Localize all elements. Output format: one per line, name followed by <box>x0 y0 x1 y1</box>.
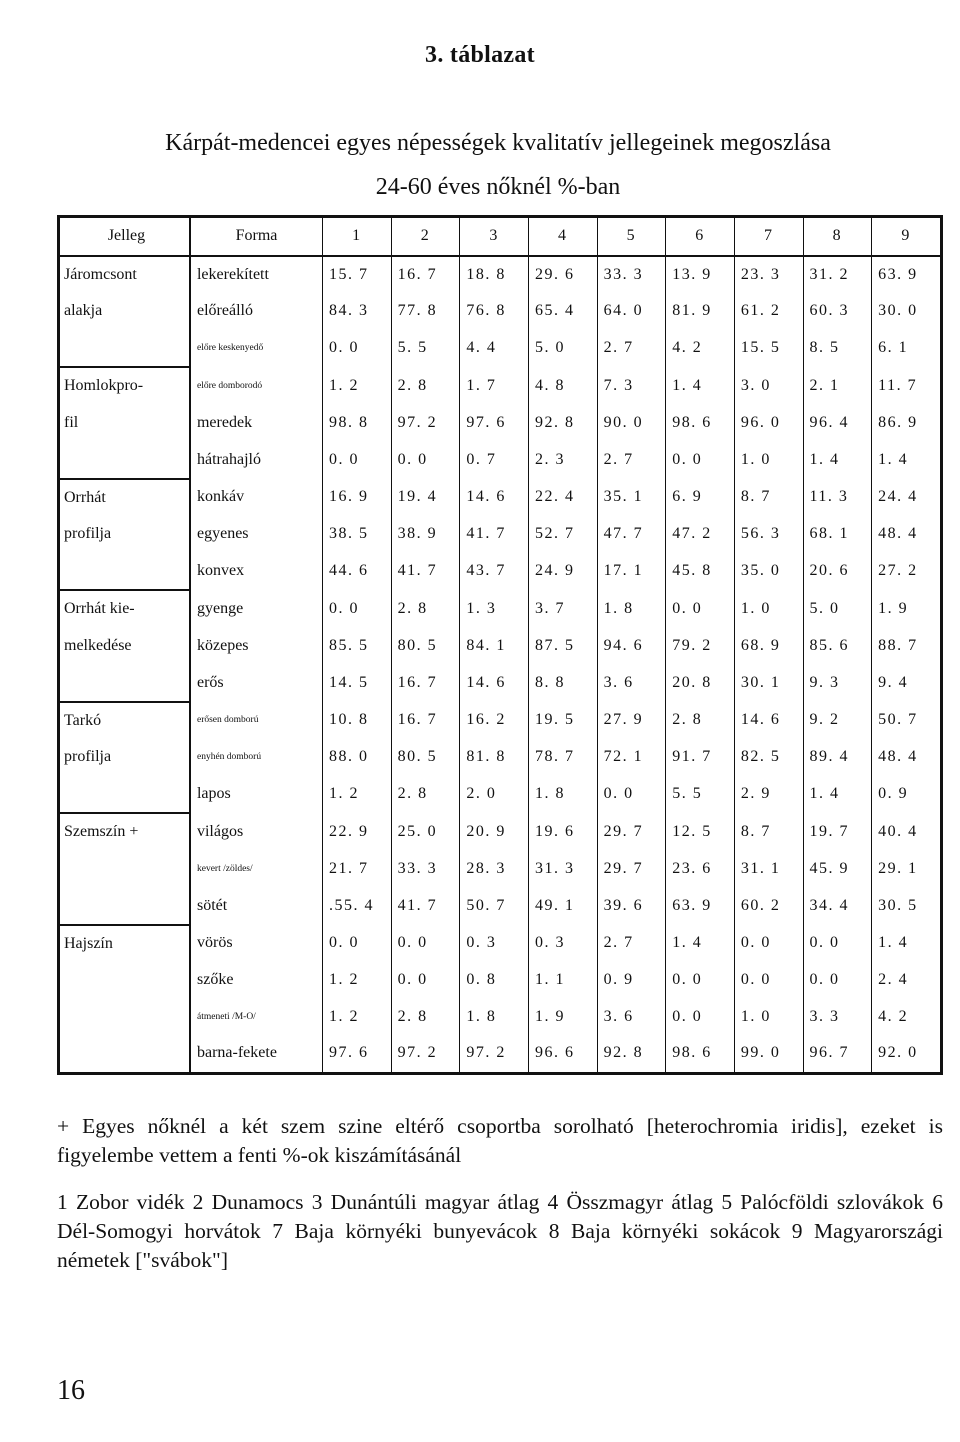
cell-forma: egyenes <box>190 516 323 553</box>
cell-value-col-9: 48. 4 <box>878 748 918 766</box>
cell-jelleg: Járomcsont <box>59 256 190 294</box>
cell-value-col-9: 9. 4 <box>878 673 909 691</box>
cell-forma: előreálló <box>190 293 323 330</box>
cell-jelleg <box>59 553 190 591</box>
table-row <box>59 925 942 963</box>
population-legend: 1 Zobor vidék 2 Dunamocs 3 Dunántúli magyar átlag 4 Összmagyr átlag 5 Palócföldi szlovákok 6 Dél-Somogyi horvátok 7 Baja környéki bunyevácok 8 Baja környéki sokácok 9 Magyarországi németek ["svábok"] <box>57 1190 943 1272</box>
cell-value-col-7: 3. 0 <box>734 367 803 405</box>
cell-value-col-4: 31. 3 <box>528 851 597 888</box>
cell-value-col-6: 6. 9 <box>666 479 735 517</box>
cell-value-col-2: 41. 7 <box>391 887 460 925</box>
cell-value-col-1: 16. 9 <box>323 479 392 517</box>
cell-value-col-5: 90. 0 <box>597 405 666 442</box>
cell-jelleg: profilja <box>59 516 190 553</box>
header-col-1: 1 <box>323 217 392 256</box>
cell-value-col-8: 45. 9 <box>803 851 872 888</box>
header-jelleg: Jelleg <box>59 217 190 256</box>
table-row <box>59 516 942 553</box>
cell-value-col-9: 63. 9 <box>878 265 918 283</box>
cell-jelleg <box>59 441 190 479</box>
cell-value-col-9: 4. 2 <box>878 1007 909 1025</box>
cell-value-col-4: 4. 8 <box>528 367 597 405</box>
table-row <box>59 702 942 740</box>
cell-value-col-8: 20. 6 <box>803 553 872 591</box>
cell-value-col-4: 65. 4 <box>528 293 597 330</box>
cell-value-col-2: 16. 7 <box>391 664 460 702</box>
cell-value-col-5: 92. 8 <box>597 1035 666 1073</box>
cell-value-col-8: 68. 1 <box>803 516 872 553</box>
cell-value-col-6: 20. 8 <box>666 664 735 702</box>
cell-value-col-1: 0. 0 <box>323 441 392 479</box>
cell-value-col-6: 0. 0 <box>666 999 735 1036</box>
cell-value-col-3: 14. 6 <box>460 664 529 702</box>
cell-value-col-9: 27. 2 <box>878 562 918 580</box>
table-row <box>59 999 942 1036</box>
cell-value-col-3: 41. 7 <box>460 516 529 553</box>
cell-value-col-7: 23. 3 <box>734 256 803 294</box>
cell-value-col-8: 9. 2 <box>803 702 872 740</box>
cell-value-col-6: 98. 6 <box>666 1035 735 1073</box>
cell-value-col-7: 0. 0 <box>734 962 803 999</box>
cell-value-col-5: 39. 6 <box>597 887 666 925</box>
cell-value-col-6: 81. 9 <box>666 293 735 330</box>
cell-jelleg: melkedése <box>59 628 190 665</box>
cell-value-col-2: 2. 8 <box>391 590 460 628</box>
cell-value-col-1: 85. 5 <box>323 628 392 665</box>
cell-value-col-7: 14. 6 <box>734 702 803 740</box>
cell-value-col-5: 72. 1 <box>597 739 666 776</box>
cell-value-col-2: 77. 8 <box>391 293 460 330</box>
cell-value-col-5: 29. 7 <box>597 851 666 888</box>
cell-value-col-2: 80. 5 <box>391 628 460 665</box>
cell-value-col-3: 43. 7 <box>460 553 529 591</box>
table-row <box>59 851 942 888</box>
cell-jelleg: Orrhát <box>59 479 190 517</box>
cell-value-col-5: 0. 9 <box>597 962 666 999</box>
cell-value-col-4: 96. 6 <box>528 1035 597 1073</box>
cell-value-col-8: 89. 4 <box>803 739 872 776</box>
header-col-6: 6 <box>666 217 735 256</box>
cell-value-col-9: 0. 9 <box>878 785 909 803</box>
table-row <box>59 479 942 517</box>
table-row <box>59 441 942 479</box>
table-row <box>59 887 942 925</box>
cell-jelleg <box>59 887 190 925</box>
cell-value-col-5: 7. 3 <box>597 367 666 405</box>
cell-jelleg <box>59 962 190 999</box>
cell-value-col-6: 0. 0 <box>666 590 735 628</box>
cell-value-col-3: 97. 2 <box>460 1035 529 1073</box>
cell-value-col-3: 28. 3 <box>460 851 529 888</box>
cell-value-col-8: 1. 4 <box>803 776 872 814</box>
cell-value-col-1: 0. 0 <box>323 925 392 963</box>
table-row <box>59 1035 942 1073</box>
cell-value-col-2: 16. 7 <box>391 702 460 740</box>
cell-jelleg <box>59 999 190 1036</box>
cell-value-col-5: 33. 3 <box>597 256 666 294</box>
cell-value-col-4: 1. 9 <box>528 999 597 1036</box>
cell-value-col-2: 5. 5 <box>391 330 460 368</box>
cell-value-col-4: 0. 3 <box>528 925 597 963</box>
cell-value-col-8: 31. 2 <box>803 256 872 294</box>
cell-value-col-3: 1. 7 <box>460 367 529 405</box>
cell-value-col-9: 1. 4 <box>878 450 909 468</box>
cell-forma: előre keskenyedő <box>190 330 323 368</box>
cell-jelleg: fil <box>59 405 190 442</box>
cell-value-col-4: 92. 8 <box>528 405 597 442</box>
cell-value-col-3: 20. 9 <box>460 813 529 851</box>
cell-value-col-2: 0. 0 <box>391 925 460 963</box>
cell-value-col-7: 8. 7 <box>734 813 803 851</box>
cell-value-col-8: 11. 3 <box>803 479 872 517</box>
cell-value-col-3: 84. 1 <box>460 628 529 665</box>
cell-jelleg: Tarkó <box>59 702 190 740</box>
table-row <box>59 405 942 442</box>
cell-forma: lekerekített <box>190 256 323 294</box>
cell-value-col-7: 1. 0 <box>734 441 803 479</box>
cell-value-col-7: 1. 0 <box>734 590 803 628</box>
cell-value-col-8: 5. 0 <box>803 590 872 628</box>
cell-value-col-6: 0. 0 <box>666 962 735 999</box>
cell-value-col-3: 0. 8 <box>460 962 529 999</box>
cell-forma: meredek <box>190 405 323 442</box>
cell-value-col-2: 16. 7 <box>391 256 460 294</box>
cell-value-col-9: 48. 4 <box>878 525 918 543</box>
cell-value-col-3: 1. 8 <box>460 999 529 1036</box>
cell-value-col-8: 8. 5 <box>803 330 872 368</box>
cell-value-col-7: 99. 0 <box>734 1035 803 1073</box>
table-title: 3. táblazat <box>425 42 535 68</box>
cell-jelleg: profilja <box>59 739 190 776</box>
cell-value-col-7: 8. 7 <box>734 479 803 517</box>
cell-value-col-5: 27. 9 <box>597 702 666 740</box>
table-row <box>59 962 942 999</box>
cell-value-col-3: 0. 7 <box>460 441 529 479</box>
cell-value-col-8: 3. 3 <box>803 999 872 1036</box>
header-col-7: 7 <box>734 217 803 256</box>
header-col-3: 3 <box>460 217 529 256</box>
cell-jelleg: Szemszín + <box>59 813 190 851</box>
cell-value-col-9: 11. 7 <box>878 376 918 394</box>
cell-value-col-9: 30. 5 <box>878 896 918 914</box>
cell-value-col-7: 56. 3 <box>734 516 803 553</box>
cell-value-col-9: 40. 4 <box>878 822 918 840</box>
cell-value-col-2: 25. 0 <box>391 813 460 851</box>
cell-jelleg: Hajszín <box>59 925 190 963</box>
cell-value-col-9: 1. 4 <box>878 934 909 952</box>
cell-value-col-3: 0. 3 <box>460 925 529 963</box>
cell-value-col-6: 2. 8 <box>666 702 735 740</box>
header-col-5: 5 <box>597 217 666 256</box>
cell-value-col-3: 14. 6 <box>460 479 529 517</box>
cell-value-col-1: 44. 6 <box>323 553 392 591</box>
cell-forma: enyhén domború <box>190 739 323 776</box>
cell-value-col-8: 2. 1 <box>803 367 872 405</box>
table-row <box>59 367 942 405</box>
cell-value-col-4: 22. 4 <box>528 479 597 517</box>
cell-forma: erős <box>190 664 323 702</box>
cell-value-col-1: 98. 8 <box>323 405 392 442</box>
cell-forma: konvex <box>190 553 323 591</box>
cell-value-col-2: 19. 4 <box>391 479 460 517</box>
cell-value-col-8: 9. 3 <box>803 664 872 702</box>
cell-forma: sötét <box>190 887 323 925</box>
cell-value-col-7: 0. 0 <box>734 925 803 963</box>
cell-value-col-3: 16. 2 <box>460 702 529 740</box>
cell-value-col-2: 0. 0 <box>391 441 460 479</box>
cell-forma: kevert /zöldes/ <box>190 851 323 888</box>
cell-value-col-4: 78. 7 <box>528 739 597 776</box>
cell-value-col-2: 2. 8 <box>391 776 460 814</box>
cell-forma: konkáv <box>190 479 323 517</box>
cell-value-col-6: 45. 8 <box>666 553 735 591</box>
cell-value-col-3: 18. 8 <box>460 256 529 294</box>
cell-forma: előre domborodó <box>190 367 323 405</box>
cell-value-col-9: 50. 7 <box>878 711 918 729</box>
table-row <box>59 628 942 665</box>
cell-value-col-6: 63. 9 <box>666 887 735 925</box>
cell-forma: közepes <box>190 628 323 665</box>
table-row <box>59 739 942 776</box>
cell-value-col-4: 2. 3 <box>528 441 597 479</box>
cell-value-col-5: 3. 6 <box>597 999 666 1036</box>
cell-forma: szőke <box>190 962 323 999</box>
cell-value-col-1: 1. 2 <box>323 776 392 814</box>
header-col-9: 9 <box>872 217 942 256</box>
cell-value-col-9: 29. 1 <box>878 859 918 877</box>
cell-value-col-2: 33. 3 <box>391 851 460 888</box>
cell-value-col-6: 4. 2 <box>666 330 735 368</box>
cell-value-col-4: 52. 7 <box>528 516 597 553</box>
cell-value-col-8: 1. 4 <box>803 441 872 479</box>
cell-value-col-8: 96. 7 <box>803 1035 872 1073</box>
cell-value-col-2: 2. 8 <box>391 999 460 1036</box>
cell-value-col-9: 88. 7 <box>878 636 918 654</box>
page-number: 16 <box>57 1375 85 1406</box>
cell-value-col-1: 97. 6 <box>323 1035 392 1073</box>
cell-value-col-1: 0. 0 <box>323 330 392 368</box>
cell-value-col-1: 88. 0 <box>323 739 392 776</box>
cell-value-col-9: 30. 0 <box>878 302 918 320</box>
cell-value-col-3: 4. 4 <box>460 330 529 368</box>
cell-value-col-6: 1. 4 <box>666 367 735 405</box>
cell-value-col-4: 5. 0 <box>528 330 597 368</box>
cell-jelleg <box>59 330 190 368</box>
cell-value-col-6: 47. 2 <box>666 516 735 553</box>
cell-value-col-4: 1. 1 <box>528 962 597 999</box>
cell-jelleg: Orrhát kie- <box>59 590 190 628</box>
cell-forma: hátrahajló <box>190 441 323 479</box>
table-row <box>59 664 942 702</box>
cell-value-col-2: 97. 2 <box>391 405 460 442</box>
cell-value-col-1: 1. 2 <box>323 962 392 999</box>
cell-forma: vörös <box>190 925 323 963</box>
cell-value-col-6: 23. 6 <box>666 851 735 888</box>
cell-value-col-1: 0. 0 <box>323 590 392 628</box>
cell-value-col-1: 21. 7 <box>323 851 392 888</box>
cell-jelleg <box>59 851 190 888</box>
cell-value-col-6: 79. 2 <box>666 628 735 665</box>
cell-value-col-9: 1. 9 <box>878 599 909 617</box>
cell-value-col-9: 6. 1 <box>878 339 909 357</box>
cell-value-col-7: 30. 1 <box>734 664 803 702</box>
cell-value-col-6: 12. 5 <box>666 813 735 851</box>
cell-value-col-5: 94. 6 <box>597 628 666 665</box>
cell-forma: világos <box>190 813 323 851</box>
cell-jelleg <box>59 1035 190 1073</box>
cell-value-col-5: 2. 7 <box>597 330 666 368</box>
cell-forma: átmeneti /M-O/ <box>190 999 323 1036</box>
table-row <box>59 256 942 294</box>
header-forma: Forma <box>190 217 323 256</box>
cell-value-col-7: 35. 0 <box>734 553 803 591</box>
cell-value-col-4: 8. 8 <box>528 664 597 702</box>
cell-value-col-1: 1. 2 <box>323 999 392 1036</box>
cell-value-col-4: 49. 1 <box>528 887 597 925</box>
table-row <box>59 813 942 851</box>
cell-value-col-1: 22. 9 <box>323 813 392 851</box>
table-row <box>59 330 942 368</box>
cell-value-col-8: 34. 4 <box>803 887 872 925</box>
cell-value-col-5: 0. 0 <box>597 776 666 814</box>
cell-value-col-5: 1. 8 <box>597 590 666 628</box>
cell-value-col-2: 80. 5 <box>391 739 460 776</box>
header-col-8: 8 <box>803 217 872 256</box>
cell-value-col-3: 1. 3 <box>460 590 529 628</box>
cell-value-col-1: 1. 2 <box>323 367 392 405</box>
cell-value-col-6: 1. 4 <box>666 925 735 963</box>
cell-value-col-4: 1. 8 <box>528 776 597 814</box>
cell-value-col-4: 29. 6 <box>528 256 597 294</box>
cell-value-col-3: 2. 0 <box>460 776 529 814</box>
cell-value-col-7: 15. 5 <box>734 330 803 368</box>
cell-value-col-5: 17. 1 <box>597 553 666 591</box>
cell-value-col-2: 38. 9 <box>391 516 460 553</box>
cell-value-col-9: 2. 4 <box>878 971 909 989</box>
cell-jelleg: alakja <box>59 293 190 330</box>
cell-value-col-5: 2. 7 <box>597 925 666 963</box>
cell-value-col-1: 15. 7 <box>323 256 392 294</box>
cell-forma: erősen domború <box>190 702 323 740</box>
cell-value-col-5: 29. 7 <box>597 813 666 851</box>
cell-value-col-6: 0. 0 <box>666 441 735 479</box>
cell-value-col-1: .55. 4 <box>323 887 392 925</box>
table-header-row <box>59 217 942 256</box>
cell-value-col-2: 97. 2 <box>391 1035 460 1073</box>
cell-value-col-6: 5. 5 <box>666 776 735 814</box>
table-subtitle-line2: 24-60 éves nőknél %-ban <box>375 174 621 200</box>
table-row <box>59 590 942 628</box>
header-col-4: 4 <box>528 217 597 256</box>
cell-forma: barna-fekete <box>190 1035 323 1073</box>
heterochromia-note: + Egyes nőknél a két szem szine eltérő csoportba sorolható [heterochromia iridis], ezeket is figyelembe vettem a fenti %-ok kiszámításánál <box>57 1114 943 1167</box>
cell-value-col-4: 3. 7 <box>528 590 597 628</box>
cell-value-col-5: 2. 7 <box>597 441 666 479</box>
cell-forma: lapos <box>190 776 323 814</box>
cell-value-col-8: 85. 6 <box>803 628 872 665</box>
cell-value-col-7: 60. 2 <box>734 887 803 925</box>
cell-value-col-1: 38. 5 <box>323 516 392 553</box>
cell-value-col-2: 0. 0 <box>391 962 460 999</box>
table-row <box>59 553 942 591</box>
cell-value-col-5: 47. 7 <box>597 516 666 553</box>
table-subtitle-line1: Kárpát-medencei egyes népességek kvalitatív jellegeinek megoszlása <box>165 130 831 156</box>
cell-value-col-4: 24. 9 <box>528 553 597 591</box>
cell-value-col-7: 2. 9 <box>734 776 803 814</box>
cell-value-col-9: 24. 4 <box>878 488 918 506</box>
cell-value-col-8: 19. 7 <box>803 813 872 851</box>
cell-value-col-9: 86. 9 <box>878 413 918 431</box>
table-row <box>59 776 942 814</box>
cell-value-col-7: 82. 5 <box>734 739 803 776</box>
cell-value-col-8: 60. 3 <box>803 293 872 330</box>
table-row <box>59 293 942 330</box>
cell-value-col-7: 31. 1 <box>734 851 803 888</box>
cell-value-col-2: 41. 7 <box>391 553 460 591</box>
cell-value-col-5: 35. 1 <box>597 479 666 517</box>
cell-value-col-9: 92. 0 <box>878 1044 918 1062</box>
cell-value-col-6: 91. 7 <box>666 739 735 776</box>
cell-value-col-7: 68. 9 <box>734 628 803 665</box>
cell-value-col-7: 96. 0 <box>734 405 803 442</box>
cell-value-col-5: 3. 6 <box>597 664 666 702</box>
cell-value-col-3: 76. 8 <box>460 293 529 330</box>
cell-value-col-8: 96. 4 <box>803 405 872 442</box>
cell-value-col-3: 97. 6 <box>460 405 529 442</box>
cell-value-col-4: 19. 5 <box>528 702 597 740</box>
cell-value-col-8: 0. 0 <box>803 962 872 999</box>
cell-value-col-7: 61. 2 <box>734 293 803 330</box>
cell-jelleg <box>59 776 190 814</box>
cell-value-col-1: 14. 5 <box>323 664 392 702</box>
cell-jelleg <box>59 664 190 702</box>
header-col-2: 2 <box>391 217 460 256</box>
cell-value-col-7: 1. 0 <box>734 999 803 1036</box>
cell-value-col-8: 0. 0 <box>803 925 872 963</box>
cell-value-col-5: 64. 0 <box>597 293 666 330</box>
cell-value-col-6: 98. 6 <box>666 405 735 442</box>
cell-jelleg: Homlokpro- <box>59 367 190 405</box>
cell-value-col-1: 84. 3 <box>323 293 392 330</box>
cell-value-col-1: 10. 8 <box>323 702 392 740</box>
cell-value-col-3: 81. 8 <box>460 739 529 776</box>
cell-value-col-4: 19. 6 <box>528 813 597 851</box>
cell-value-col-6: 13. 9 <box>666 256 735 294</box>
cell-value-col-4: 87. 5 <box>528 628 597 665</box>
cell-value-col-2: 2. 8 <box>391 367 460 405</box>
cell-value-col-3: 50. 7 <box>460 887 529 925</box>
cell-forma: gyenge <box>190 590 323 628</box>
data-table <box>57 215 943 1075</box>
